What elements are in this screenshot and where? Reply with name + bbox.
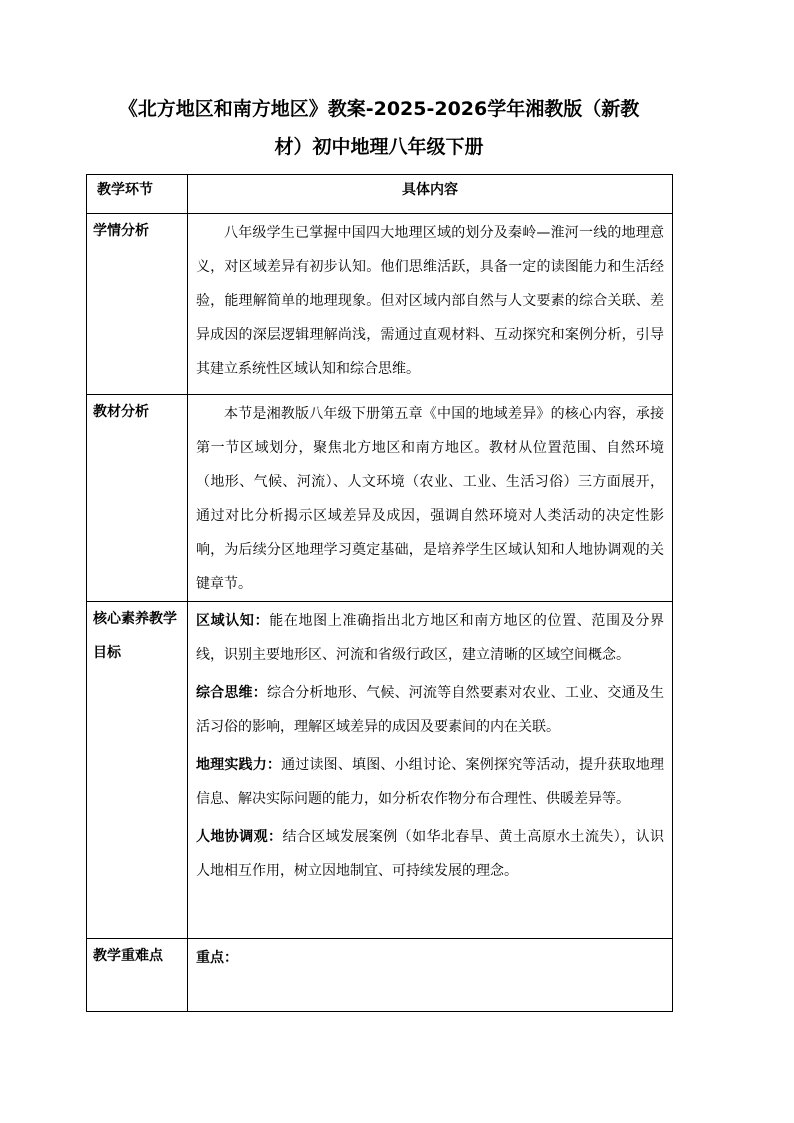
row-label-suyang (87, 602, 188, 939)
xueqing-paragraph: 八年级学生已掌握中国四大地理区域的划分及秦岭—淮河一线的地理意义，对区域差异有初步认知。他们思维活跃，具备一定的读图能力和生活经验，能理解简单的地理现象。但对区域内部自然与人文要素的综合关联、差异成因的深层逻辑理解尚浅，需通过直观材料、互动探究和案例分析，引导其建立系统性区域认知和综合思维。 (196, 225, 664, 377)
document-title-line-1: 《北方地区和南方地区》教案-2025-2026学年湘教版（新教 (118, 98, 640, 120)
key-points-heading: 重点： (196, 950, 238, 966)
goal-text: 综合分析地形、气候、河流等自然要素对农业、工业、交通及生活习俗的影响，理解区域差异的成因及要素间的内在关联。 (196, 685, 664, 735)
goal-human-land-harmony (196, 820, 664, 888)
table-row-xueqing (87, 214, 673, 395)
row-content-suyang (188, 602, 673, 939)
goal-head: 地理实践力： (196, 757, 282, 773)
row-label-xueqing (87, 214, 188, 395)
row-label-text: 学情分析 (93, 223, 149, 239)
row-label-text: 教学重难点 (93, 948, 163, 964)
jiaocai-paragraph: 本节是湘教版八年级下册第五章《中国的地域差异》的核心内容，承接第一节区域划分，聚焦北方地区和南方地区。教材从位置范围、自然环境（地形、气候、河流）、人文环境（农业、工业、生活习俗）三方面展开，通过对比分析揭示区域差异及成因，强调自然环境对人类活动的决定性影响，为后续分区地理学习奠定基础，是培养学生区域认知和人地协调观的关键章节。 (196, 406, 664, 592)
header-content: 具体内容 (402, 182, 458, 198)
goal-comprehensive-thinking (196, 676, 664, 744)
header-label-cell (87, 175, 188, 214)
goal-head: 人地协调观： (196, 829, 283, 845)
table-row-jiaocai (87, 395, 673, 602)
goal-head: 区域认知： (196, 613, 270, 629)
row-label-zhongdian (87, 939, 188, 1012)
table-header-row (87, 175, 673, 214)
goal-text: 通过读图、填图、小组讨论、案例探究等活动，提升获取地理信息、解决实际问题的能力，如分析农作物分布合理性、供暖差异等。 (196, 757, 664, 807)
lesson-plan-table (86, 174, 673, 1012)
table-row-zhongdian (87, 939, 673, 1012)
goal-regional-cognition (196, 602, 664, 672)
goal-text: 能在地图上准确指出北方地区和南方地区的位置、范围及分界线，识别主要地形区、河流和省级行政区，建立清晰的区域空间概念。 (196, 613, 665, 663)
header-label: 教学环节 (97, 182, 153, 198)
table-row-suyang (87, 602, 673, 939)
row-content-jiaocai (188, 395, 673, 602)
goal-text: 结合区域发展案例（如华北春旱、黄土高原水土流失），认识人地相互作用，树立因地制宜、可持续发展的理念。 (196, 829, 664, 879)
row-content-xueqing (188, 214, 673, 395)
goal-head: 综合思维： (196, 685, 267, 701)
document-title-line-2: 材）初中地理八年级下册 (274, 136, 484, 158)
row-label-text: 核心素养教学目标 (93, 611, 177, 661)
row-label-text: 教材分析 (93, 404, 149, 420)
goal-geographic-practice (196, 748, 664, 816)
header-content-cell (188, 175, 673, 214)
row-content-zhongdian (188, 939, 673, 1012)
row-label-jiaocai (87, 395, 188, 602)
